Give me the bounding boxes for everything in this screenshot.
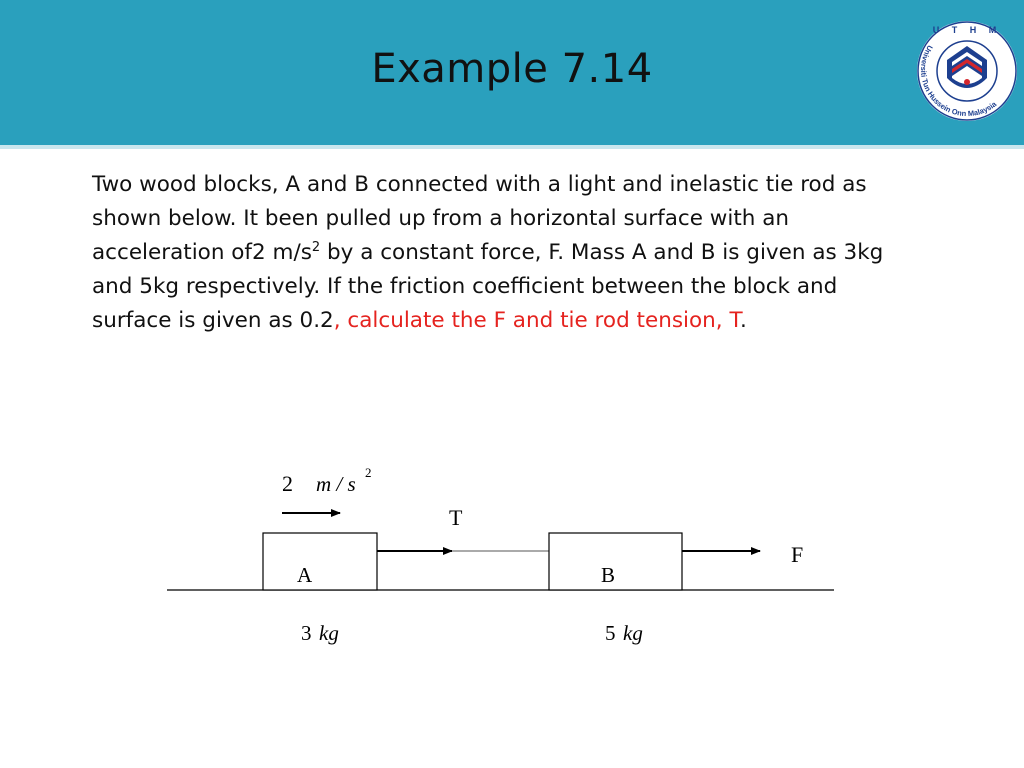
accel-unit: m / s [316,472,356,496]
mass-a-value: 3 [301,621,312,645]
uthm-logo [912,16,1022,126]
problem-line: shown below. It been pulled up from a horizontal surface with an [92,206,790,231]
slide-title: Example 7.14 [371,46,653,92]
problem-statement [92,168,952,338]
mass-b-value: 5 [605,621,616,645]
block-a-label: A [297,563,313,587]
accel-value: 2 [282,471,293,496]
accel-exponent: 2 [365,465,372,480]
problem-text: by a constant force, F. Mass A and B is given as 3kg [320,240,884,265]
logo-top-text: U T H M [932,25,1002,35]
problem-line [92,304,952,338]
problem-line [92,236,952,270]
block-b-label: B [601,563,616,587]
highlighted-question: , calculate the F and tie rod tension, T [333,308,741,333]
block-b [549,533,682,590]
problem-line: Two wood blocks, A and B connected with a light and inelastic tie rod as [92,172,867,197]
tension-label: T [449,505,463,530]
logo-ring-text: Universiti Tun Hussein Onn Malaysia [918,43,999,119]
header-divider [0,145,1024,149]
block-a [263,533,377,590]
problem-text: surface is given as 0.2 [92,308,334,333]
mass-b-unit: kg [623,621,643,645]
superscript: 2 [311,239,321,255]
problem-text: . [740,308,747,333]
blocks-diagram [150,455,870,665]
problem-text: acceleration of2 m/s [92,240,312,265]
force-label: F [791,542,804,567]
mass-a-unit: kg [319,621,339,645]
problem-line: and 5kg respectively. If the friction coefficient between the block and [92,274,838,299]
